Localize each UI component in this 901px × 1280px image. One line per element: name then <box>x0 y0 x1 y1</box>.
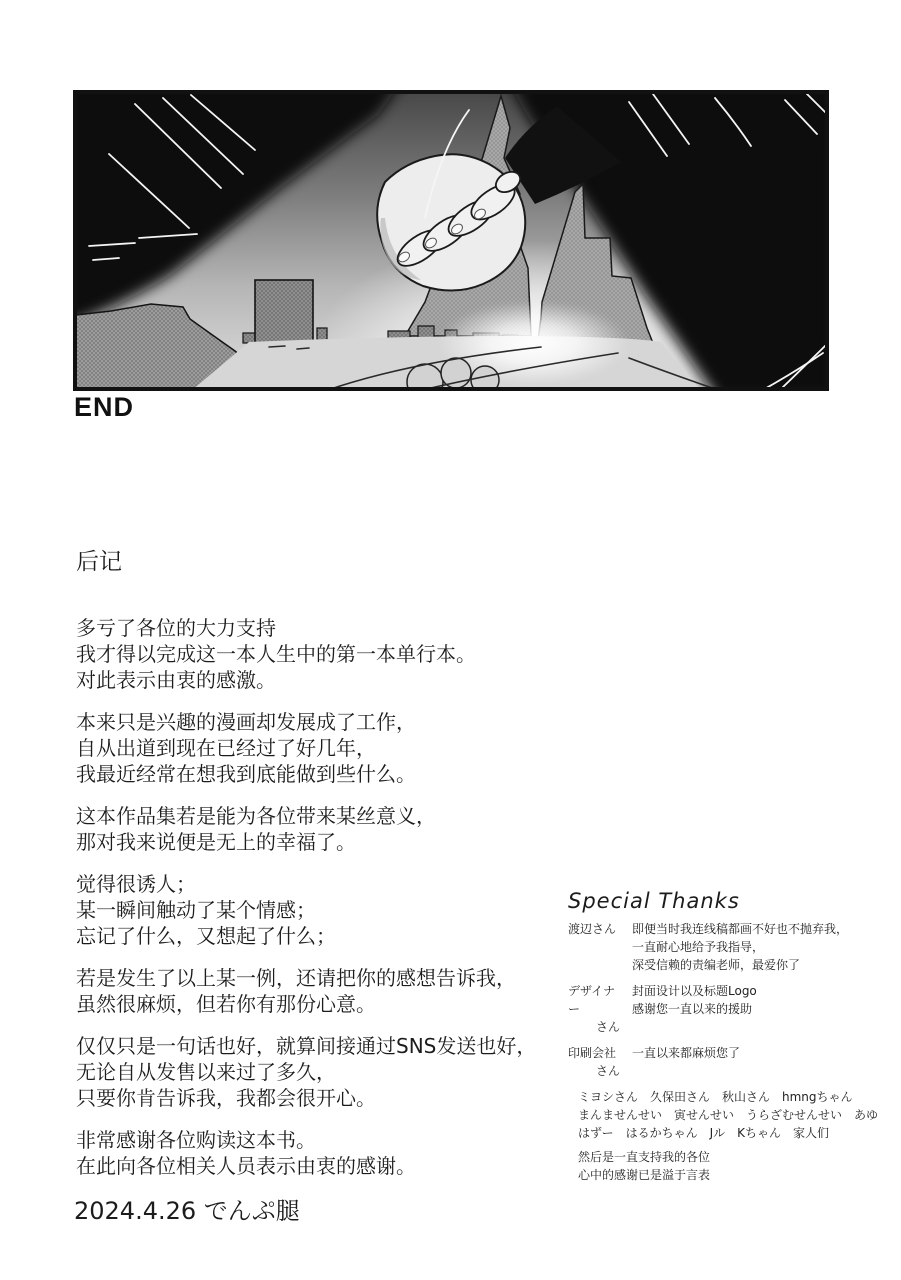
special-thanks-entry <box>568 920 898 974</box>
afterword-line: 我最近经常在想我到底能做到些什么。 <box>76 762 416 786</box>
special-thanks-entry-label <box>568 920 624 974</box>
afterword-line: 在此向各位相关人员表示由衷的感谢。 <box>76 1154 416 1178</box>
special-thanks-title: Special Thanks <box>568 889 740 913</box>
afterword-line: 多亏了各位的大力支持 <box>76 616 276 640</box>
afterword-line: 对此表示由衷的感激。 <box>76 668 276 692</box>
afterword-line: 这本作品集若是能为各位带来某丝意义， <box>76 804 436 828</box>
special-thanks-entry <box>568 982 898 1036</box>
signature-date: 2024.4.26 でんぷ腿 <box>74 1197 300 1225</box>
manga-panel-illustration <box>73 90 829 391</box>
special-thanks-line: 一直以来都麻烦您了 <box>632 1046 741 1060</box>
afterword-line: 非常感谢各位购读这本书。 <box>76 1128 316 1152</box>
afterword-line: 若是发生了以上某一例，还请把你的感想告诉我， <box>76 966 516 990</box>
afterword-line: 仅仅只是一句话也好，就算间接通过SNS发送也好， <box>76 1034 537 1058</box>
special-thanks-entry-lines <box>632 1044 740 1080</box>
special-thanks-line: まんませんせい 寅せんせい うらざむせんせい あゆ <box>578 1108 879 1122</box>
special-thanks-line: 深受信赖的责编老师，最爱你了 <box>632 958 801 972</box>
afterword-paragraph <box>76 803 556 855</box>
afterword-line: 某一瞬间触动了某个情感； <box>76 898 316 922</box>
special-thanks-entry-lines <box>578 1148 898 1184</box>
afterword-paragraph <box>76 1127 556 1179</box>
special-thanks-label-line: デザイナー <box>568 984 616 1016</box>
special-thanks-entry-lines <box>632 920 848 974</box>
special-thanks-entry-label <box>568 982 624 1036</box>
special-thanks-line: 感谢您一直以来的援助 <box>632 1002 753 1016</box>
special-thanks-line: 心中的感谢已是溢于言表 <box>578 1168 711 1182</box>
special-thanks-entry <box>568 1148 898 1184</box>
afterword-line: 无论自从发售以来过了多久， <box>76 1060 336 1084</box>
afterword-line: 本来只是兴趣的漫画却发展成了工作， <box>76 710 416 734</box>
afterword-paragraph <box>76 1033 556 1111</box>
special-thanks-line: ミヨシさん 久保田さん 秋山さん hmngちゃん <box>578 1090 853 1104</box>
afterword-line: 只要你肯告诉我，我都会很开心。 <box>76 1086 376 1110</box>
special-thanks-line: 一直耐心地给予我指导， <box>632 940 765 954</box>
afterword-paragraph <box>76 709 556 787</box>
special-thanks-entry-lines <box>632 982 757 1036</box>
afterword-line: 自从出道到现在已经过了好几年， <box>76 736 376 760</box>
special-thanks-label-line: さん <box>595 1064 620 1078</box>
special-thanks-line: 封面设计以及标题Logo <box>632 984 757 998</box>
special-thanks-label-line: さん <box>595 1020 620 1034</box>
afterword-line: 忘记了什么，又想起了什么； <box>76 924 336 948</box>
special-thanks-line: 然后是一直支持我的各位 <box>578 1150 711 1164</box>
special-thanks-entry-lines <box>578 1088 898 1142</box>
special-thanks-line: 即便当时我连线稿都画不好也不抛弃我， <box>632 922 849 936</box>
afterword-paragraph <box>76 615 556 693</box>
afterword-paragraph <box>76 965 556 1017</box>
afterword-line: 我才得以完成这一本人生中的第一本单行本。 <box>76 642 476 666</box>
afterword-line: 觉得很诱人； <box>76 872 196 896</box>
special-thanks-label-line: 印刷会社 <box>568 1046 617 1060</box>
special-thanks-entry <box>568 1044 898 1080</box>
special-thanks-entry-label <box>568 1044 624 1080</box>
afterword-paragraph <box>76 871 556 949</box>
panel-art <box>73 90 829 391</box>
afterword-line: 虽然很麻烦，但若你有那份心意。 <box>76 992 376 1016</box>
afterword-paragraphs <box>76 615 556 1195</box>
special-thanks-line: はずー はるかちゃん Jル Kちゃん 家人们 <box>578 1126 830 1140</box>
afterword-line: 那对我来说便是无上的幸福了。 <box>76 830 356 854</box>
special-thanks-entries <box>568 920 898 1184</box>
end-label: END <box>74 392 135 422</box>
special-thanks-entry <box>568 1088 898 1142</box>
special-thanks-label-line: 渡辺さん <box>568 922 617 936</box>
afterword-title: 后记 <box>76 549 122 575</box>
special-thanks-section <box>568 889 898 1190</box>
